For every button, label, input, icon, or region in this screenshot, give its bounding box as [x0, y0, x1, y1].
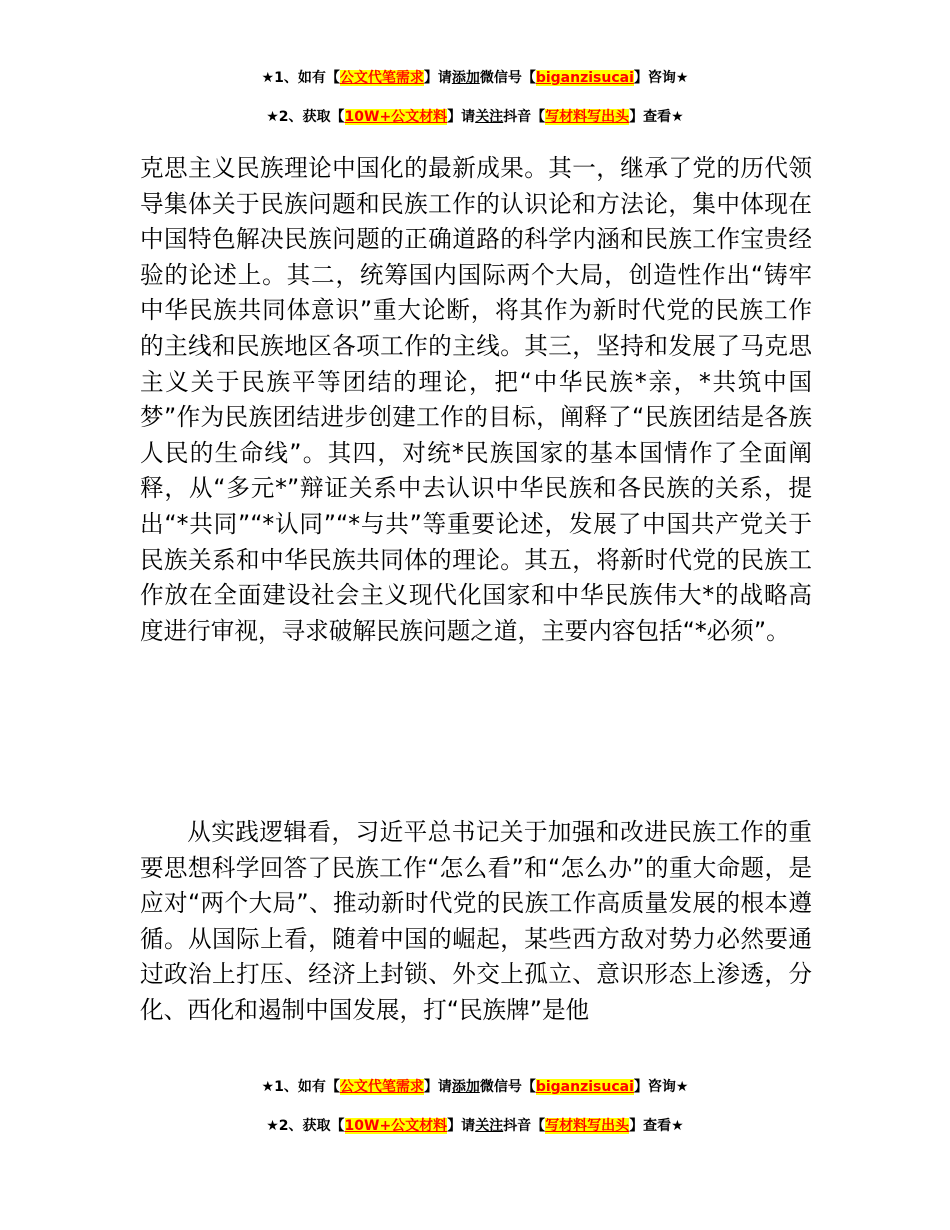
- notice-text: ★1、如有【: [261, 1079, 340, 1095]
- notice-text: 微信号【: [479, 1079, 536, 1095]
- highlighted-keyword: 10W+公文材料: [344, 1118, 448, 1134]
- notice-text: 】咨询★: [633, 1079, 689, 1095]
- notice-text: 】请: [423, 70, 452, 86]
- notice-text: 抖音【: [503, 109, 546, 125]
- header-notice-line-2: [0, 107, 950, 127]
- highlighted-keyword: 10W+公文材料: [344, 109, 448, 125]
- douyin-account: 写材料写出头: [545, 109, 630, 125]
- notice-text: 】查看★: [629, 1118, 684, 1134]
- notice-text: 微信号【: [479, 70, 536, 86]
- footer-notice-line-1: [0, 1077, 950, 1097]
- notice-text: 】请: [447, 109, 476, 125]
- douyin-account: 写材料写出头: [545, 1118, 630, 1134]
- notice-text: 】请: [423, 1079, 452, 1095]
- notice-text: 】查看★: [629, 109, 684, 125]
- body-paragraph-2: 从实践逻辑看，习近平总书记关于加强和改进民族工作的重要思想科学回答了民族工作“怎么看”和“怎么办”的重大命题，是应对“两个大局”、推动新时代党的民族工作高质量发展的根本遵循。从国际上看，随着中国的崛起，某些西方敌对势力必然要通过政治上打压、经济上封锁、外交上孤立、意识形态上渗透，分化、西化和遏制中国发展，打“民族牌”是他: [140, 818, 812, 1024]
- underlined-keyword: 关注: [475, 109, 504, 125]
- wechat-id: biganzisucai: [535, 1079, 634, 1095]
- notice-text: 抖音【: [503, 1118, 546, 1134]
- wechat-id: biganzisucai: [535, 70, 634, 86]
- underlined-keyword: 添加: [451, 70, 480, 86]
- highlighted-keyword: 公文代笔需求: [339, 70, 424, 86]
- notice-text: 】请: [447, 1118, 476, 1134]
- notice-text: ★2、获取【: [266, 1118, 345, 1134]
- footer-notice-line-2: [0, 1116, 950, 1136]
- underlined-keyword: 添加: [451, 1079, 480, 1095]
- body-paragraph-1: 克思主义民族理论中国化的最新成果。其一，继承了党的历代领导集体关于民族问题和民族工作的认识论和方法论，集中体现在中国特色解决民族问题的正确道路的科学内涵和民族工作宝贵经验的论述上。其二，统筹国内国际两个大局，创造性作出“铸牢中华民族共同体意识”重大论断，将其作为新时代党的民族工作的主线和民族地区各项工作的主线。其三，坚持和发展了马克思主义关于民族平等团结的理论，把“中华民族*亲，*共筑中国梦”作为民族团结进步创建工作的目标，阐释了“民族团结是各族人民的生命线”。其四，对统*民族国家的基本国情作了全面阐释，从“多元*”辩证关系中去认识中华民族和各民族的关系，提出“*共同”“*认同”“*与共”等重要论述，发展了中国共产党关于民族关系和中华民族共同体的理论。其五，将新时代党的民族工作放在全面建设社会主义现代化国家和中华民族伟大*的战略高度进行审视，寻求破解民族问题之道，主要内容包括“*必须”。: [140, 154, 812, 645]
- notice-text: ★1、如有【: [261, 70, 340, 86]
- notice-text: ★2、获取【: [266, 109, 345, 125]
- notice-text: 】咨询★: [633, 70, 689, 86]
- highlighted-keyword: 公文代笔需求: [339, 1079, 424, 1095]
- header-notice-line-1: [0, 68, 950, 88]
- underlined-keyword: 关注: [475, 1118, 504, 1134]
